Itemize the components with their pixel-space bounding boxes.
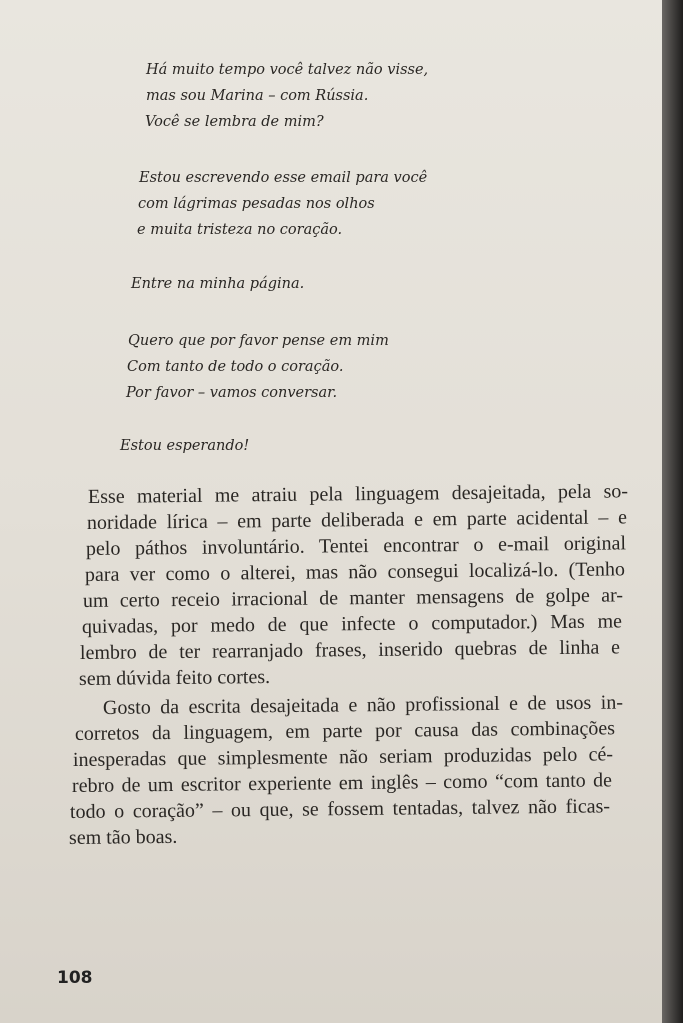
- poem-line: Estou esperando!: [120, 438, 250, 454]
- poem-line: Com tanto de todo o coração.: [127, 359, 344, 375]
- page-number: 108: [57, 968, 93, 988]
- paragraph-line: rebro de um escritor experiente em inglês – como “com tanto de: [71, 769, 613, 797]
- poem-line: Há muito tempo você talvez não visse,: [146, 62, 429, 78]
- paragraph-line: para ver como o alterei, mas não consegui localizá-lo. (Tenho: [84, 558, 626, 586]
- paragraph-line: corretos da linguagem, em parte por causa das combinações: [74, 717, 616, 745]
- paragraph-line: sem dúvida feito cortes.: [78, 665, 271, 690]
- paragraph-line: Gosto da escrita desajeitada e não profissional e de usos in-: [102, 691, 624, 719]
- paragraph-line: inesperadas que simplesmente não seriam produzidas pelo cé-: [72, 743, 614, 771]
- paragraph-line: um certo receio irracional de manter mensagens de golpe ar-: [82, 584, 624, 612]
- poem-line: Estou escrevendo esse email para você: [139, 170, 428, 186]
- poem-line: com lágrimas pesadas nos olhos: [138, 196, 375, 212]
- paragraph-line: lembro de ter rearranjado frases, inserido quebras de linha e: [79, 636, 621, 664]
- paragraph-line: noridade lírica – em parte deliberada e em parte acidental – e: [86, 506, 628, 534]
- poem-line: Você se lembra de mim?: [145, 114, 324, 130]
- paragraph-line: sem tão boas.: [68, 825, 178, 849]
- poem-line: Por favor – vamos conversar.: [126, 385, 338, 401]
- poem-line: Entre na minha página.: [131, 276, 305, 292]
- paragraph-line: pelo páthos involuntário. Tentei encontrar o e-mail original: [85, 532, 627, 560]
- paragraph-line: quivadas, por medo de que infecte o computador.) Mas me: [81, 610, 623, 638]
- poem-line: e muita tristeza no coração.: [137, 222, 343, 238]
- poem-line: Quero que por favor pense em mim: [128, 333, 389, 349]
- paragraph-line: Esse material me atraiu pela linguagem desajeitada, pela so-: [87, 480, 629, 508]
- book-edge: [662, 0, 683, 1023]
- poem-line: mas sou Marina – com Rússia.: [146, 88, 369, 104]
- paragraph-line: todo o coração” – ou que, se fossem tentadas, talvez não ficas-: [69, 795, 611, 823]
